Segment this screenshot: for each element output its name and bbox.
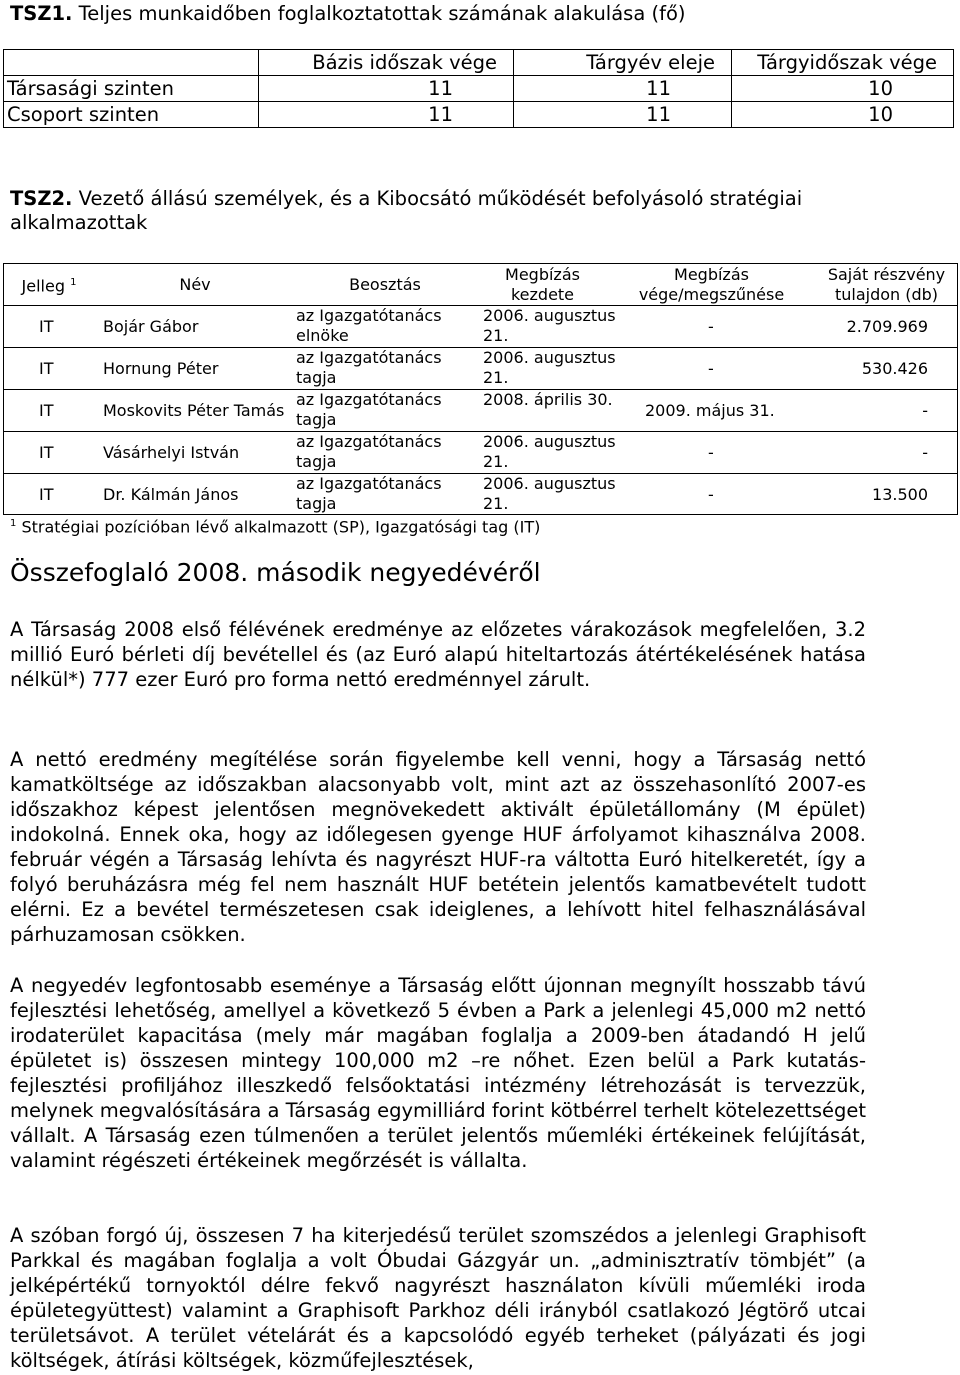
cell-jelleg: IT [3, 432, 95, 474]
cell-nev: Hornung Péter [95, 348, 295, 390]
cell-vege: - [620, 432, 803, 474]
summary-heading: Összefoglaló 2008. második negyedévéről [10, 558, 541, 587]
header-nev: Név [95, 263, 295, 306]
cell-beosztas: az Igazgatótanács tagja [296, 474, 442, 513]
cell-vege: - [620, 348, 803, 390]
header-jelleg-text: Jelleg [21, 276, 65, 296]
tsz1-cell: 11 [259, 76, 514, 102]
cell-beosztas: az Igazgatótanács tagja [295, 432, 475, 474]
tsz2-title-text: Vezető állású személyek, és a Kibocsátó működését befolyásoló stratégiai [72, 187, 803, 210]
table-row [3, 432, 958, 474]
cell-reszveny: - [803, 390, 958, 432]
tsz1-header-cell: Bázis időszak vége [259, 50, 514, 76]
header-beosztas: Beosztás [295, 263, 475, 306]
cell-reszveny: 13.500 [872, 484, 928, 504]
tsz1-title [10, 2, 686, 26]
tsz1-cell: 10 [732, 76, 954, 102]
tsz1-header-row [4, 50, 954, 76]
tsz1-row-label: Társasági szinten [4, 76, 259, 102]
header-jelleg-sup: 1 [70, 277, 77, 289]
tsz1-cell: 11 [259, 102, 514, 128]
table-row [3, 306, 958, 348]
cell-nev: Vásárhelyi István [95, 432, 295, 474]
paragraph-3: A negyedév legfontosabb eseménye a Társaság előtt újonnan megnyílt hosszabb távú fejlesztési lehetőség, amellyel a következő 5 évben a Park a jelenlegi 45,000 m2 nettó irodaterület kapacitása (mely már magában foglalja a 2009-ben átadandó H jelű épületet is) összesen mintegy 100,000 m2 –re nőhet. Ezen belül a Park kutatás-fejlesztési profiljához illeszkedő felsőoktatási intézmény létrehozását is tervezzük, melynek megvalósítására a Társaság egymilliárd forint kötbérrel terhelt kötelezettséget vállalt. A Társaság ezen túlmenően a terület jelentős műemléki értékeinek felújítását, valamint régészeti értékeinek megőrzését is vállalta. [10, 974, 866, 1172]
tsz1-cell: 11 [514, 76, 732, 102]
table-row [4, 102, 954, 128]
cell-vege: 2009. május 31. [620, 390, 803, 432]
cell-reszveny: - [803, 432, 958, 474]
tsz1-row-label: Csoport szinten [4, 102, 259, 128]
cell-beosztas: az Igazgatótanács tagja [295, 390, 475, 432]
paragraph-2: A nettó eredmény megítélése során figyelembe kell venni, hogy a Társaság nettó kamatköltsége az időszakban alacsonyabb volt, mint azt az összehasonlító 2007-es időszakhoz képest jelentősen megnövekedett aktivált épületállomány (M épület) indokolná. Ennek oka, hogy az időlegesen gyenge HUF árfolyamot kihasználva 2008. február végén a Társaság lehívta és nagyrészt HUF-ra váltotta Euró hitelkeretét, így a folyó beruházásra még fel nem használt HUF betétein jelentős kamatbevételt tudott elérni. Ez a bevétel természetesen csak ideiglenes, a lehívott hitel felhasználásával párhuzamosan csökken. [10, 748, 866, 946]
header-reszveny: Saját részvény tulajdon (db) [803, 263, 958, 306]
cell-nev: Moskovits Péter Tamás [95, 390, 295, 432]
cell-kezdete: 2006. augusztus 21. [483, 474, 616, 513]
tsz1-header-cell: Tárgyidőszak vége [732, 50, 954, 76]
tsz2-header-row [3, 263, 958, 306]
table-row [3, 474, 958, 516]
cell-reszveny: 530.426 [803, 348, 958, 390]
table-row [3, 348, 958, 390]
tsz1-code: TSZ1. [10, 2, 73, 25]
tsz2-table [3, 263, 958, 515]
cell-jelleg: IT [3, 306, 95, 348]
table-row [3, 390, 958, 432]
cell-kezdete: 2008. április 30. [475, 390, 620, 432]
cell-vege: - [620, 306, 803, 348]
cell-jelleg: IT [39, 484, 54, 504]
cell-kezdete: 2006. augusztus 21. [475, 348, 620, 390]
footnote-text: Stratégiai pozícióban lévő alkalmazott (SP), Igazgatósági tag (IT) [16, 517, 541, 537]
header-kezdete: Megbízás kezdete [475, 263, 620, 306]
paragraph-1: A Társaság 2008 első félévének eredménye az előzetes várakozások megfelelően, 3.2 millió Euró bérleti díj bevétellel és (az Euró alapú hiteltartozás átértékelésének hatása nélkül*) 777 ezer Euró pro forma nettó eredménnyel zárult. [10, 618, 866, 691]
tsz1-header-cell: Tárgyév eleje [514, 50, 732, 76]
cell-nev: Dr. Kálmán János [103, 484, 239, 504]
footnote-sup: 1 [10, 518, 17, 529]
cell-beosztas: az Igazgatótanács elnöke [295, 306, 475, 348]
cell-jelleg: IT [3, 348, 95, 390]
tsz1-title-text: Teljes munkaidőben foglalkoztatottak számának alakulása (fő) [72, 2, 686, 25]
tsz2-footnote [10, 514, 540, 537]
table-row [4, 76, 954, 102]
tsz2-code: TSZ2. [10, 187, 73, 210]
cell-vege: - [708, 484, 714, 504]
tsz1-header-cell [4, 50, 259, 76]
cell-reszveny: 2.709.969 [803, 306, 958, 348]
cell-beosztas: az Igazgatótanács tagja [295, 348, 475, 390]
tsz1-cell: 10 [732, 102, 954, 128]
header-vege: Megbízás vége/megszűnése [620, 263, 803, 306]
tsz2-title [10, 187, 880, 235]
paragraph-4: A szóban forgó új, összesen 7 ha kiterjedésű terület szomszédos a jelenlegi Graphisoft Parkkal és magában foglalja a volt Óbudai Gázgyár un. „adminisztratív tömbjét” (a jelképértékű tornyoktól délre fekvő nagyrészt használaton kívüli műemléki iroda épületegyüttest) valamint a Graphisoft Parkhoz déli irányból csatlakozó Jégtörő utcai területsávot. A terület vételárát és a kapcsolódó egyéb terheket (pályázati és jogi költségek, átírási költségek, közműfejlesztések, [10, 1224, 866, 1372]
tsz1-table [3, 49, 954, 128]
tsz1-cell: 11 [514, 102, 732, 128]
cell-jelleg: IT [3, 390, 95, 432]
cell-kezdete: 2006. augusztus 21. [475, 306, 620, 348]
tsz2-title-text-2: alkalmazottak [10, 211, 148, 234]
cell-nev: Bojár Gábor [95, 306, 295, 348]
header-jelleg [3, 263, 95, 306]
cell-kezdete: 2006. augusztus 21. [475, 432, 620, 474]
